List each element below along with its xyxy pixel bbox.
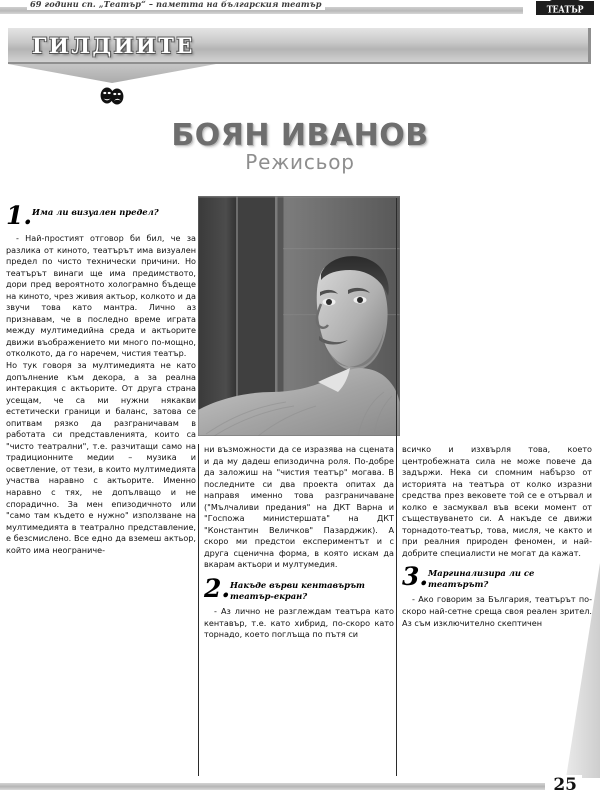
answer-paragraph-2: - Аз лично не разглеждам театъра като кентавър, т.е. като хибрид, по-скоро като торнадо, което поглъща по пътя си bbox=[204, 606, 394, 641]
answer-paragraph-1a: - Най-простият отговор би бил, че за разлика от киното, театърът има визуален предел по чисто технически причини. Но театърът винаги ще има предимството, дори пред вероятното холограмно бъдеще на киното, чрез живия актьор, колкото и да звучи това като мантра. Лично аз признавам, че в последно време играта между мултимедийна среда и актьорите движи въображението ми много по-мощно, отколкото, да го наречем, чистия театър. bbox=[6, 233, 196, 360]
magazine-masthead-logo bbox=[536, 1, 594, 15]
running-head-text: 69 години сп. „Театър“ – паметта на българския театър bbox=[27, 0, 325, 10]
question-block-1 bbox=[6, 201, 196, 233]
question-number-2: 2. bbox=[204, 574, 231, 604]
question-text-2: Накъде върви кентавърът театър-екран? bbox=[230, 580, 365, 601]
answer-continuation-2: ни възможности да се изразява на сцената и да му дадеш епизодична роля. По-добре да заложиш на "чистия театър" могава. В последните си два проекта опитах да направя именно това разграничаване ("Мълчаливи предания" на ДКТ Варна и "Госпожа министершата" на ДКТ "Константин Величков" Пазарджик). А скоро ми предстои експериментът и с друга сценична форма, в която искам да вкарам актьори и мултумедия. bbox=[204, 444, 394, 570]
column-divider-right bbox=[396, 198, 397, 776]
text-column-1 bbox=[6, 198, 196, 556]
portrait-photo bbox=[198, 196, 400, 436]
question-text-1: Има ли визуален предел? bbox=[32, 207, 159, 217]
masthead-logo-text: ТЕАТЪР bbox=[546, 2, 584, 15]
question-number-1: 1. bbox=[6, 201, 33, 230]
footer-rule bbox=[0, 783, 545, 790]
question-block-3 bbox=[402, 562, 592, 594]
question-block-2 bbox=[204, 574, 394, 606]
page-number: 25 bbox=[548, 775, 582, 795]
page-subtitle: Режисьор bbox=[245, 150, 355, 174]
section-banner-area bbox=[0, 28, 600, 86]
column-divider-left bbox=[198, 444, 199, 776]
page-title: БОЯН ИВАНОВ bbox=[171, 118, 429, 153]
question-text-3: Маргинализира ли се театърът? bbox=[428, 568, 535, 590]
section-banner-title: ГИЛДИИТЕ bbox=[32, 33, 195, 58]
answer-continuation-3: всичко и изхвърля това, което центробежната сила не може повече да задържи. Нека си спомним набързо от историята на театъра от колко изразни средства през вековете той се е отървал и колко е засмуквал във всеки момент от съществуването си. А накъде се движи торнадото-театър, това, мисля, че както и при реалния природен феномен, и най-добрите специалисти не могат да кажат. bbox=[402, 444, 592, 558]
theatre-masks-icon bbox=[97, 86, 127, 106]
answer-paragraph-3: - Ако говорим за България, театърът по-скоро най-сетне среща своя реален зрител. Аз съм изключително скептичен bbox=[402, 594, 592, 629]
section-banner bbox=[8, 28, 591, 64]
text-column-3 bbox=[402, 444, 592, 629]
text-column-2 bbox=[204, 444, 394, 641]
running-head bbox=[0, 0, 600, 14]
answer-paragraph-1b: Но тук говоря за мултимедията не като допълнение към декора, а за реална интеракция с актьорите. От друга страна усещам, че са ми нужни някакви естетически граници и баланс, затова се опитвам рязко да разграничавам в работата си представленията, които са "чисто театрални", т.е. разчитащи само на традиционните медии – музика и осветление, от тези, в които мултимедията участва наравно с актьорите. Именно наравно с тях, не допълващо и не спорадично. За мен епизодичното или "само там където е нужно" използване на мултимедията в театрално представление, е безсмислено. Все едно да вземеш актьор, който има неограниче- bbox=[6, 360, 196, 555]
question-number-3: 3. bbox=[402, 562, 429, 592]
banner-tail-shape bbox=[8, 64, 216, 83]
